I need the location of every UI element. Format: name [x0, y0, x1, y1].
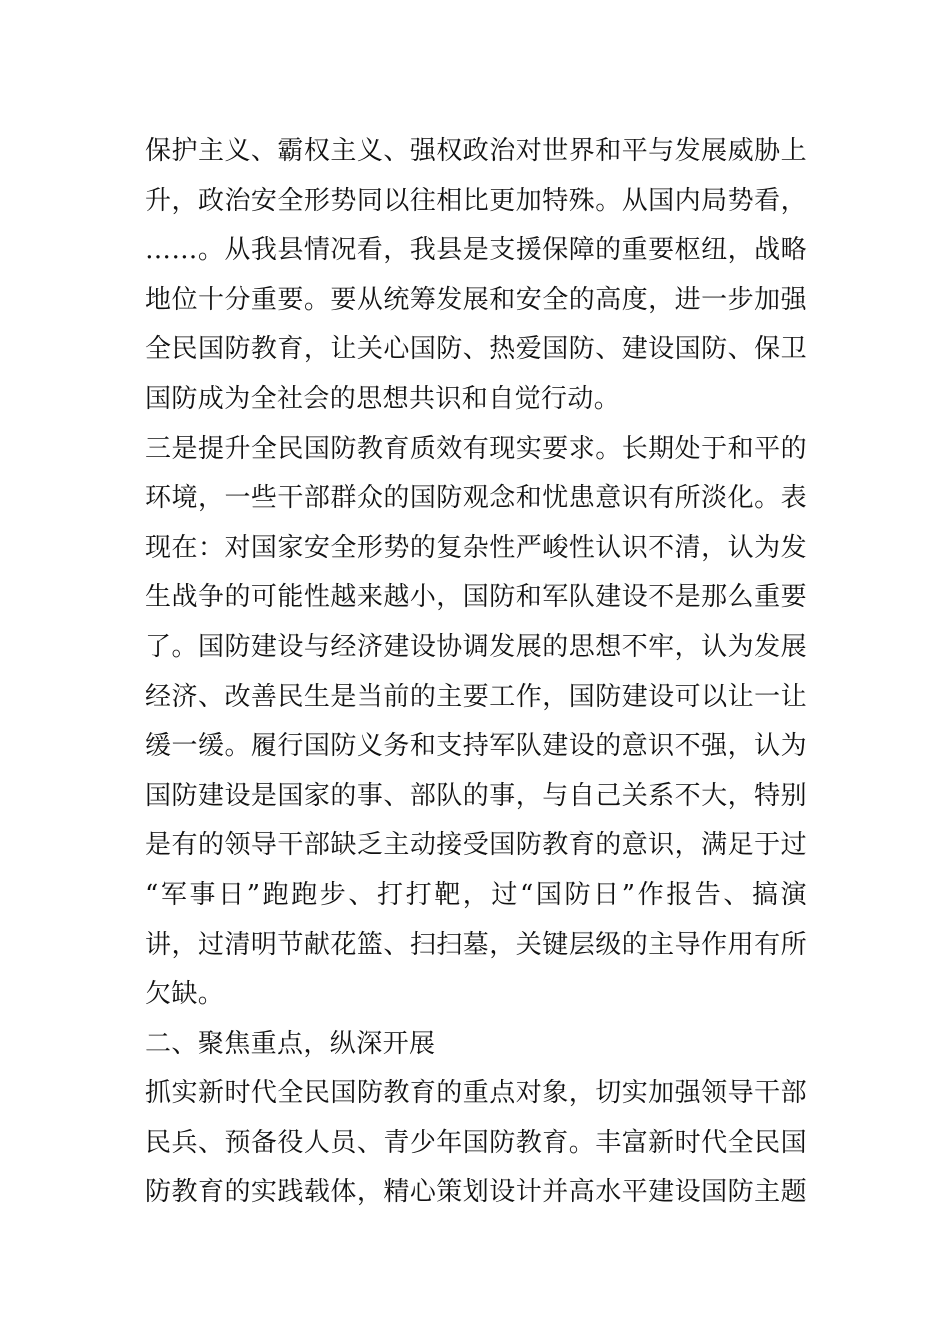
text-line: 现在：对国家安全形势的复杂性严峻性认识不清，认为发	[145, 532, 807, 563]
text-line: 讲，过清明节献花篮、扫扫墓，关键层级的主导作用有所	[145, 929, 807, 960]
text-line: 全民国防教育，让关心国防、热爱国防、建设国防、保卫	[145, 334, 807, 365]
text-line: 三是提升全民国防教育质效有现实要求。长期处于和平的	[145, 433, 807, 464]
text-line: 欠缺。	[145, 979, 225, 1010]
text-line: 国防成为全社会的思想共识和自觉行动。	[145, 383, 621, 414]
text-line: “军事日”跑跑步、打打靶，过“国防日”作报告、搞演	[145, 879, 807, 910]
text-line: 环境，一些干部群众的国防观念和忧患意识有所淡化。表	[145, 483, 807, 514]
text-line: 国防建设是国家的事、部队的事，与自己关系不大，特别	[145, 780, 807, 811]
text-line: 是有的领导干部缺乏主动接受国防教育的意识，满足于过	[145, 830, 807, 861]
text-line: 升，政治安全形势同以往相比更加特殊。从国内局势看，	[145, 185, 807, 216]
text-line: 民兵、预备役人员、青少年国防教育。丰富新时代全民国	[145, 1127, 807, 1158]
section-heading: 二、聚焦重点，纵深开展	[145, 1028, 436, 1059]
text-line: 了。国防建设与经济建设协调发展的思想不牢，认为发展	[145, 631, 807, 662]
text-line: 生战争的可能性越来越小，国防和军队建设不是那么重要	[145, 582, 807, 613]
body-text	[145, 127, 807, 1218]
text-line: 防教育的实践载体，精心策划设计并高水平建设国防主题	[145, 1177, 807, 1208]
text-line: ……。从我县情况看，我县是支援保障的重要枢纽，战略	[145, 235, 807, 266]
text-line: 保护主义、霸权主义、强权政治对世界和平与发展威胁上	[145, 136, 807, 166]
text-line: 抓实新时代全民国防教育的重点对象，切实加强领导干部	[145, 1078, 807, 1109]
text-line: 地位十分重要。要从统筹发展和安全的高度，进一步加强	[145, 284, 807, 315]
text-line: 缓一缓。履行国防义务和支持军队建设的意识不强，认为	[145, 731, 807, 762]
text-line: 经济、改善民生是当前的主要工作，国防建设可以让一让	[145, 681, 807, 712]
